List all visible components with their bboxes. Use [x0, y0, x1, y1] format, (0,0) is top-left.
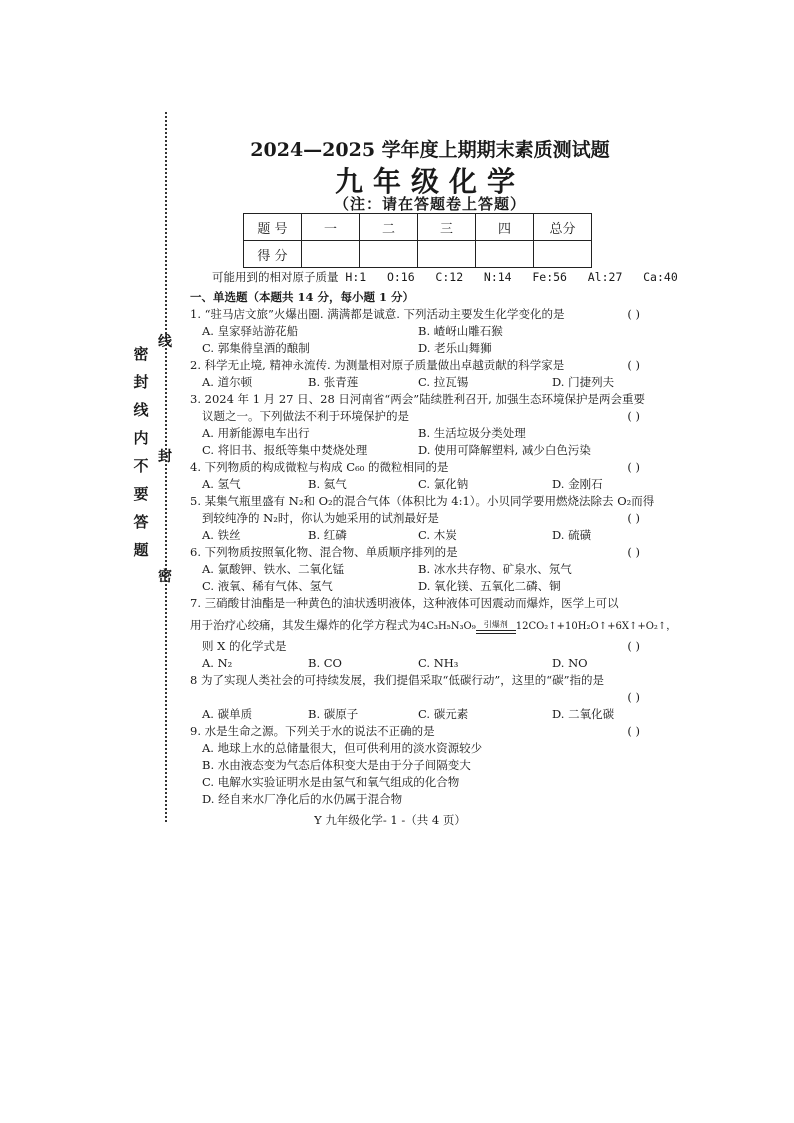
option-b: B. 张青莲	[308, 375, 359, 389]
option-c: C. 拉瓦锡	[418, 375, 469, 389]
option-b: B. 氦气	[308, 477, 347, 491]
question-stem-cont	[190, 408, 640, 425]
option-row	[190, 791, 640, 808]
question-stem	[190, 544, 640, 561]
option-d: D. NO	[552, 656, 588, 670]
option-a: A. 氯酸钾、铁水、二氧化锰	[202, 562, 345, 576]
score-table-header-row	[244, 214, 592, 241]
side-seal-char: 封	[158, 449, 172, 465]
stem-text: 议题之一。下列做法不利于环境保护的是	[202, 409, 409, 423]
option-c: C. 郭集偫皇酒的酿制	[202, 341, 310, 355]
option-d: D. 经自来水厂净化后的水仍属于混合物	[202, 792, 403, 806]
question-stem-cont	[190, 510, 640, 527]
option-c: C. 木炭	[418, 528, 457, 542]
equation-arrow	[476, 618, 516, 634]
side-secret-char: 密	[158, 569, 172, 585]
score-cell: 总分	[534, 214, 592, 241]
score-cell: 一	[302, 214, 360, 241]
option-row	[190, 561, 640, 578]
stem-text: 4. 下列物质的构成微粒与构成 C₆₀ 的微粒相同的是	[190, 460, 449, 474]
question-stem-cont	[190, 638, 640, 655]
answer-paren: ( )	[627, 409, 640, 423]
option-d: D. 氧化镁、五氧化二磷、铜	[418, 579, 561, 593]
option-c: C. 将旧书、报纸等集中焚烧处理	[202, 443, 368, 457]
option-c: C. 液氧、稀有气体、氢气	[202, 579, 333, 593]
score-blank-cell	[534, 241, 592, 268]
option-d: D. 老乐山舞狮	[418, 341, 492, 355]
option-a: A. 地球上水的总储量很大，但可供利用的淡水资源较少	[202, 741, 483, 755]
equation-product: 12CO₂↑+10H₂O↑+6X↑+O₂↑，	[515, 621, 677, 632]
question-stem	[190, 459, 640, 476]
answer-paren: ( )	[627, 358, 640, 372]
stem-text: 3. 2024 年 1 月 27 日、28 日河南省“两会”陆续胜利召开, 加强生态环境保护是两会重要	[190, 392, 645, 406]
stem-text: 用于治疗心绞痛，其发生爆炸的化学方程式为	[190, 618, 420, 632]
score-cell: 三	[418, 214, 476, 241]
option-row	[190, 757, 640, 774]
score-blank-cell	[360, 241, 418, 268]
question-stem-cont	[190, 689, 640, 706]
stem-text: 6. 下列物质按照氧化物、混合物、单质顺序排列的是	[190, 545, 458, 559]
option-row	[190, 706, 640, 723]
question-stem	[190, 391, 645, 408]
score-blank-cell	[302, 241, 360, 268]
exam-title: 2024—2025 学年度上期期末素质测试题	[250, 139, 610, 161]
option-d: D. 二氧化碳	[552, 707, 615, 721]
score-cell: 题 号	[244, 214, 302, 241]
score-cell: 四	[476, 214, 534, 241]
question-content	[190, 289, 677, 808]
stem-text: 7. 三硝酸甘油酯是一种黄色的油状透明液体，这种液体可因震动而爆炸，医学上可以	[190, 596, 619, 610]
option-row	[190, 340, 640, 357]
stem-text: 8 为了实现人类社会的可持续发展，我们提倡采取“低碳行动”，这里的“碳”指的是	[190, 673, 604, 687]
option-b: B. 碳原子	[308, 707, 359, 721]
answer-paren: ( )	[627, 724, 640, 738]
option-row	[190, 476, 640, 493]
answer-paren: ( )	[627, 690, 640, 704]
option-b: B. 冰水共存物、矿泉水、氖气	[418, 562, 572, 576]
atomic-masses: 可能用到的相对原子质量 H:1 O:16 C:12 N:14 Fe:56 Al:27 Ca:40	[212, 270, 678, 284]
question-stem	[190, 357, 640, 374]
option-row	[190, 527, 640, 544]
stem-text: 9. 水是生命之源。下列关于水的说法不正确的是	[190, 724, 435, 738]
score-table	[243, 213, 592, 268]
score-cell: 二	[360, 214, 418, 241]
option-b: B. 水由液态变为气态后体积变大是由于分子间隔变大	[202, 758, 471, 772]
answer-note: （注：请在答题卷上答题）	[333, 195, 526, 213]
option-b: B. 红磷	[308, 528, 347, 542]
answer-paren: ( )	[627, 511, 640, 525]
option-row	[190, 374, 640, 391]
stem-text: 2. 科学无止境, 精神永流传. 为测量相对原子质量做出卓越贡献的科学家是	[190, 358, 565, 372]
equation-condition: 引爆剂	[483, 620, 508, 629]
question-stem	[190, 306, 640, 323]
question-stem	[190, 493, 655, 510]
stem-text: 5. 某集气瓶里盛有 N₂和 O₂的混合气体（体积比为 4:1）。小贝同学要用燃烧法除去 O₂而得	[190, 494, 655, 508]
option-a: A. 氢气	[202, 477, 241, 491]
answer-paren: ( )	[627, 307, 640, 321]
answer-paren: ( )	[627, 545, 640, 559]
score-label-cell: 得 分	[244, 241, 302, 268]
option-a: A. 碳单质	[202, 707, 253, 721]
option-d: D. 门捷列夫	[552, 375, 615, 389]
question-stem	[190, 595, 640, 612]
option-a: A. 皇家驿站游花船	[202, 324, 299, 338]
option-row	[190, 442, 640, 459]
question-stem-cont	[190, 612, 677, 638]
page-footer: Y 九年级化学- 1 -（共 4 页）	[314, 813, 466, 827]
side-line-char: 线	[158, 334, 172, 350]
option-c: C. 电解水实验证明水是由氢气和氧气组成的化合物	[202, 775, 460, 789]
option-a: A. 道尔顿	[202, 375, 253, 389]
option-row	[190, 425, 640, 442]
score-table-score-row	[244, 241, 592, 268]
subject-title: 九年级化学	[334, 165, 525, 198]
section-title: 一、单选题（本题共 14 分，每小题 1 分）	[190, 290, 415, 304]
option-d: D. 金刚石	[552, 477, 603, 491]
option-d: D. 使用可降解塑料, 减少白色污染	[418, 443, 591, 457]
stem-text: 1. “驻马店文旅”火爆出圈. 满满都是诚意. 下列活动主要发生化学变化的是	[190, 307, 565, 321]
option-b: B. 生活垃圾分类处理	[418, 426, 526, 440]
seal-dotted-line	[165, 112, 167, 822]
side-instruction: 密封线内不要答题	[133, 345, 149, 559]
equation-reactant: 4C₃H₅N₃O₉	[420, 621, 476, 632]
option-a: A. N₂	[202, 656, 233, 670]
option-row	[190, 323, 640, 340]
option-a: A. 铁丝	[202, 528, 241, 542]
option-b: B. CO	[308, 656, 342, 670]
option-row	[190, 740, 640, 757]
stem-text: 则 X 的化学式是	[202, 639, 287, 653]
equation-double-line	[476, 630, 516, 634]
option-c: C. NH₃	[418, 656, 459, 670]
option-row	[190, 578, 640, 595]
option-row	[190, 774, 640, 791]
option-c: C. 碳元素	[418, 707, 469, 721]
question-stem	[190, 672, 640, 689]
answer-paren: ( )	[627, 460, 640, 474]
option-row	[190, 655, 640, 672]
option-b: B. 嵖岈山雕石猴	[418, 324, 503, 338]
score-blank-cell	[418, 241, 476, 268]
stem-text: 到较纯净的 N₂时，你认为她采用的试剂最好是	[202, 511, 439, 525]
answer-paren: ( )	[627, 639, 640, 653]
option-c: C. 氯化钠	[418, 477, 469, 491]
option-d: D. 硫磺	[552, 528, 592, 542]
score-blank-cell	[476, 241, 534, 268]
question-stem	[190, 723, 640, 740]
option-a: A. 用新能源电车出行	[202, 426, 310, 440]
